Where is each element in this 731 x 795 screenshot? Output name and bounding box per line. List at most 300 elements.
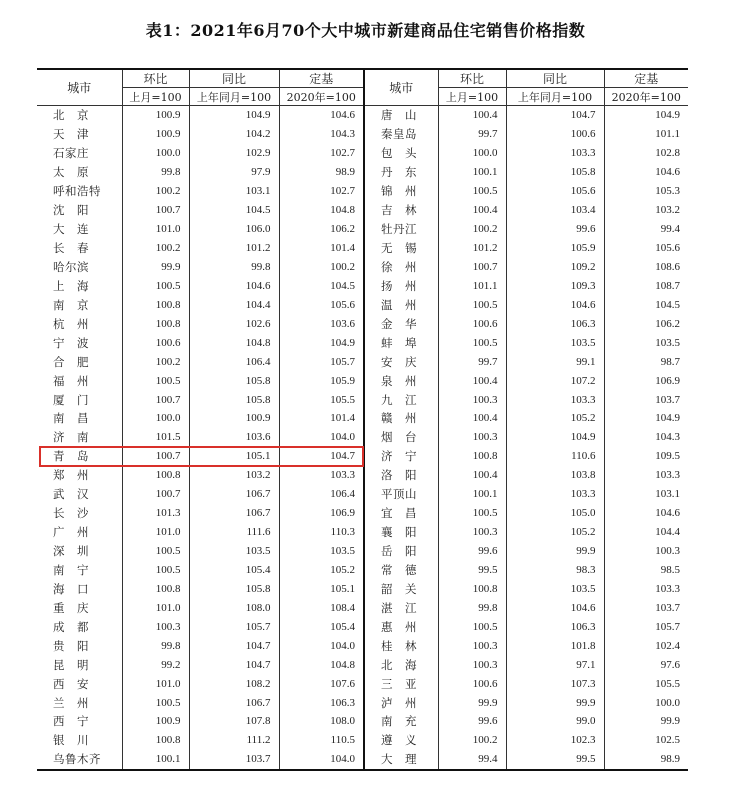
table-row: [37, 371, 688, 390]
table-row: [37, 693, 688, 712]
left-mom-value: 100.7: [122, 447, 189, 466]
right-yoy-value: 105.9: [506, 239, 604, 258]
right-mom-value: 100.3: [438, 655, 506, 674]
right-fixed-value: 103.5: [604, 333, 688, 352]
header-mom-right: 环比: [438, 69, 506, 88]
left-yoy-value: 104.7: [189, 636, 279, 655]
left-fixed-value: 104.7: [279, 447, 364, 466]
right-fixed-value: 99.9: [604, 712, 688, 731]
left-fixed-value: 106.2: [279, 220, 364, 239]
right-fixed-value: 99.4: [604, 220, 688, 239]
right-city-name: 无 锡: [364, 239, 438, 258]
left-fixed-value: 104.0: [279, 636, 364, 655]
left-city-name: 长 春: [37, 239, 122, 258]
right-fixed-value: 101.1: [604, 125, 688, 144]
left-mom-value: 99.8: [122, 163, 189, 182]
left-mom-value: 101.3: [122, 504, 189, 523]
left-yoy-value: 104.6: [189, 276, 279, 295]
table-row: [37, 239, 688, 258]
left-fixed-value: 105.4: [279, 617, 364, 636]
left-city-name: 福 州: [37, 371, 122, 390]
table-row: [37, 409, 688, 428]
right-city-name: 宜 昌: [364, 504, 438, 523]
table-row: [37, 125, 688, 144]
right-fixed-value: 103.7: [604, 598, 688, 617]
left-yoy-value: 99.8: [189, 258, 279, 277]
right-city-name: 九 江: [364, 390, 438, 409]
left-yoy-value: 105.7: [189, 617, 279, 636]
right-mom-value: 100.8: [438, 579, 506, 598]
right-yoy-value: 99.9: [506, 542, 604, 561]
left-fixed-value: 106.4: [279, 485, 364, 504]
left-mom-value: 100.9: [122, 125, 189, 144]
right-city-name: 泸 州: [364, 693, 438, 712]
right-fixed-value: 100.3: [604, 542, 688, 561]
right-city-name: 牡丹江: [364, 220, 438, 239]
header-row-bases: [37, 88, 688, 106]
right-yoy-value: 99.6: [506, 220, 604, 239]
right-fixed-value: 104.9: [604, 409, 688, 428]
right-yoy-value: 106.3: [506, 617, 604, 636]
left-city-name: 深 圳: [37, 542, 122, 561]
right-mom-value: 100.4: [438, 371, 506, 390]
left-city-name: 宁 波: [37, 333, 122, 352]
left-yoy-value: 105.8: [189, 390, 279, 409]
right-fixed-value: 108.6: [604, 258, 688, 277]
left-yoy-value: 106.7: [189, 693, 279, 712]
left-city-name: 昆 明: [37, 655, 122, 674]
left-fixed-value: 104.9: [279, 333, 364, 352]
right-city-name: 襄 阳: [364, 523, 438, 542]
right-fixed-value: 105.3: [604, 182, 688, 201]
header-fixed-base-left: 2020年=100: [279, 88, 364, 106]
right-city-name: 锦 州: [364, 182, 438, 201]
left-city-name: 杭 州: [37, 314, 122, 333]
left-mom-value: 101.0: [122, 523, 189, 542]
table-row: [37, 333, 688, 352]
left-fixed-value: 104.6: [279, 106, 364, 125]
left-mom-value: 100.5: [122, 276, 189, 295]
left-yoy-value: 100.9: [189, 409, 279, 428]
right-yoy-value: 103.3: [506, 485, 604, 504]
table-title: 表1：2021年6月70个大中城市新建商品住宅销售价格指数: [145, 21, 586, 40]
table-row: [37, 201, 688, 220]
right-yoy-value: 103.3: [506, 144, 604, 163]
right-city-name: 三 亚: [364, 674, 438, 693]
table-row: [37, 258, 688, 277]
right-fixed-value: 103.3: [604, 579, 688, 598]
right-fixed-value: 106.9: [604, 371, 688, 390]
right-yoy-value: 103.5: [506, 579, 604, 598]
left-yoy-value: 111.6: [189, 523, 279, 542]
left-yoy-value: 103.2: [189, 466, 279, 485]
table-row: [37, 598, 688, 617]
right-yoy-value: 105.0: [506, 504, 604, 523]
left-yoy-value: 104.5: [189, 201, 279, 220]
left-yoy-value: 104.4: [189, 295, 279, 314]
right-mom-value: 101.1: [438, 276, 506, 295]
right-city-name: 温 州: [364, 295, 438, 314]
right-city-name: 平顶山: [364, 485, 438, 504]
left-mom-value: 100.7: [122, 390, 189, 409]
left-mom-value: 100.8: [122, 731, 189, 750]
left-city-name: 银 川: [37, 731, 122, 750]
right-city-name: 扬 州: [364, 276, 438, 295]
right-mom-value: 100.8: [438, 447, 506, 466]
left-fixed-value: 106.9: [279, 504, 364, 523]
right-mom-value: 101.2: [438, 239, 506, 258]
right-mom-value: 100.0: [438, 144, 506, 163]
right-city-name: 济 宁: [364, 447, 438, 466]
left-mom-value: 100.8: [122, 295, 189, 314]
left-yoy-value: 104.7: [189, 655, 279, 674]
right-city-name: 唐 山: [364, 106, 438, 125]
right-fixed-value: 103.3: [604, 466, 688, 485]
right-city-name: 吉 林: [364, 201, 438, 220]
right-fixed-value: 104.9: [604, 106, 688, 125]
table-row: [37, 542, 688, 561]
left-yoy-value: 103.5: [189, 542, 279, 561]
left-yoy-value: 104.2: [189, 125, 279, 144]
right-fixed-value: 104.6: [604, 163, 688, 182]
right-fixed-value: 102.8: [604, 144, 688, 163]
left-yoy-value: 106.4: [189, 352, 279, 371]
header-yoy-right: 同比: [506, 69, 604, 88]
header-city-right: 城市: [364, 69, 438, 106]
left-mom-value: 100.2: [122, 239, 189, 258]
table-row: [37, 561, 688, 580]
left-mom-value: 100.5: [122, 371, 189, 390]
right-mom-value: 99.9: [438, 693, 506, 712]
right-fixed-value: 103.7: [604, 390, 688, 409]
left-yoy-value: 105.4: [189, 561, 279, 580]
left-mom-value: 101.0: [122, 598, 189, 617]
table-row: [37, 674, 688, 693]
right-yoy-value: 104.6: [506, 295, 604, 314]
left-city-name: 哈尔滨: [37, 258, 122, 277]
right-mom-value: 100.4: [438, 466, 506, 485]
header-yoy-base-left: 上年同月=100: [189, 88, 279, 106]
left-city-name: 济 南: [37, 428, 122, 447]
right-city-name: 常 德: [364, 561, 438, 580]
left-fixed-value: 105.7: [279, 352, 364, 371]
left-mom-value: 100.7: [122, 201, 189, 220]
right-fixed-value: 98.5: [604, 561, 688, 580]
left-city-name: 武 汉: [37, 485, 122, 504]
right-fixed-value: 102.4: [604, 636, 688, 655]
table-row: [37, 276, 688, 295]
right-mom-value: 100.5: [438, 295, 506, 314]
left-yoy-value: 108.0: [189, 598, 279, 617]
right-fixed-value: 103.1: [604, 485, 688, 504]
right-yoy-value: 97.1: [506, 655, 604, 674]
left-city-name: 郑 州: [37, 466, 122, 485]
table-row: [37, 712, 688, 731]
right-mom-value: 100.5: [438, 182, 506, 201]
header-mom-base-left: 上月=100: [122, 88, 189, 106]
right-fixed-value: 104.3: [604, 428, 688, 447]
right-yoy-value: 103.8: [506, 466, 604, 485]
header-fixed-left: 定基: [279, 69, 364, 88]
right-yoy-value: 105.2: [506, 409, 604, 428]
right-mom-value: 100.3: [438, 428, 506, 447]
right-city-name: 洛 阳: [364, 466, 438, 485]
left-mom-value: 100.8: [122, 466, 189, 485]
left-mom-value: 101.5: [122, 428, 189, 447]
table-row: [37, 466, 688, 485]
left-city-name: 上 海: [37, 276, 122, 295]
table-row: [37, 504, 688, 523]
table-body: [37, 106, 688, 770]
right-city-name: 丹 东: [364, 163, 438, 182]
right-mom-value: 100.4: [438, 409, 506, 428]
right-yoy-value: 104.6: [506, 598, 604, 617]
right-mom-value: 100.6: [438, 674, 506, 693]
left-yoy-value: 103.7: [189, 750, 279, 770]
right-city-name: 岳 阳: [364, 542, 438, 561]
left-fixed-value: 105.2: [279, 561, 364, 580]
right-yoy-value: 110.6: [506, 447, 604, 466]
table-row: [37, 579, 688, 598]
left-city-name: 西 宁: [37, 712, 122, 731]
left-fixed-value: 100.2: [279, 258, 364, 277]
right-yoy-value: 109.3: [506, 276, 604, 295]
left-fixed-value: 101.4: [279, 239, 364, 258]
right-yoy-value: 99.0: [506, 712, 604, 731]
right-mom-value: 99.6: [438, 542, 506, 561]
right-city-name: 大 理: [364, 750, 438, 770]
right-yoy-value: 102.3: [506, 731, 604, 750]
left-city-name: 合 肥: [37, 352, 122, 371]
left-fixed-value: 106.3: [279, 693, 364, 712]
right-mom-value: 100.6: [438, 314, 506, 333]
right-fixed-value: 105.7: [604, 617, 688, 636]
left-yoy-value: 111.2: [189, 731, 279, 750]
table-row: [37, 390, 688, 409]
right-fixed-value: 98.9: [604, 750, 688, 770]
right-fixed-value: 100.0: [604, 693, 688, 712]
right-mom-value: 100.2: [438, 731, 506, 750]
left-yoy-value: 108.2: [189, 674, 279, 693]
left-city-name: 太 原: [37, 163, 122, 182]
left-yoy-value: 102.9: [189, 144, 279, 163]
left-fixed-value: 108.0: [279, 712, 364, 731]
right-yoy-value: 99.9: [506, 693, 604, 712]
left-yoy-value: 105.1: [189, 447, 279, 466]
right-city-name: 包 头: [364, 144, 438, 163]
left-mom-value: 100.7: [122, 485, 189, 504]
left-city-name: 广 州: [37, 523, 122, 542]
table-row: [37, 447, 688, 466]
left-yoy-value: 104.9: [189, 106, 279, 125]
right-fixed-value: 104.5: [604, 295, 688, 314]
left-mom-value: 100.5: [122, 693, 189, 712]
right-fixed-value: 102.5: [604, 731, 688, 750]
right-mom-value: 99.6: [438, 712, 506, 731]
left-mom-value: 100.8: [122, 579, 189, 598]
left-city-name: 呼和浩特: [37, 182, 122, 201]
left-fixed-value: 110.3: [279, 523, 364, 542]
right-mom-value: 100.3: [438, 636, 506, 655]
left-city-name: 兰 州: [37, 693, 122, 712]
table-row: [37, 163, 688, 182]
table-row: [37, 352, 688, 371]
right-yoy-value: 107.2: [506, 371, 604, 390]
table-row: [37, 485, 688, 504]
left-mom-value: 101.0: [122, 220, 189, 239]
right-mom-value: 100.1: [438, 163, 506, 182]
right-mom-value: 100.5: [438, 333, 506, 352]
right-fixed-value: 97.6: [604, 655, 688, 674]
left-city-name: 石家庄: [37, 144, 122, 163]
table-row: [37, 617, 688, 636]
right-city-name: 遵 义: [364, 731, 438, 750]
left-city-name: 乌鲁木齐: [37, 750, 122, 770]
left-fixed-value: 104.5: [279, 276, 364, 295]
left-yoy-value: 102.6: [189, 314, 279, 333]
left-city-name: 天 津: [37, 125, 122, 144]
right-city-name: 秦皇岛: [364, 125, 438, 144]
right-city-name: 徐 州: [364, 258, 438, 277]
right-yoy-value: 104.7: [506, 106, 604, 125]
right-city-name: 安 庆: [364, 352, 438, 371]
table-row: [37, 182, 688, 201]
left-mom-value: 100.9: [122, 106, 189, 125]
left-mom-value: 100.0: [122, 144, 189, 163]
right-fixed-value: 105.5: [604, 674, 688, 693]
header-mom-base-right: 上月=100: [438, 88, 506, 106]
right-mom-value: 99.8: [438, 598, 506, 617]
left-fixed-value: 104.8: [279, 201, 364, 220]
right-fixed-value: 109.5: [604, 447, 688, 466]
right-mom-value: 100.5: [438, 617, 506, 636]
table-row: [37, 295, 688, 314]
right-yoy-value: 104.9: [506, 428, 604, 447]
table-row: [37, 106, 688, 125]
right-mom-value: 100.1: [438, 485, 506, 504]
left-city-name: 沈 阳: [37, 201, 122, 220]
right-yoy-value: 109.2: [506, 258, 604, 277]
left-yoy-value: 101.2: [189, 239, 279, 258]
left-yoy-value: 103.6: [189, 428, 279, 447]
left-mom-value: 100.2: [122, 352, 189, 371]
left-fixed-value: 105.1: [279, 579, 364, 598]
right-mom-value: 99.5: [438, 561, 506, 580]
table-row: [37, 314, 688, 333]
left-yoy-value: 105.8: [189, 371, 279, 390]
right-mom-value: 100.7: [438, 258, 506, 277]
left-city-name: 重 庆: [37, 598, 122, 617]
table-row: [37, 636, 688, 655]
right-city-name: 烟 台: [364, 428, 438, 447]
left-city-name: 南 宁: [37, 561, 122, 580]
left-yoy-value: 106.7: [189, 504, 279, 523]
header-city-left: 城市: [37, 69, 122, 106]
right-city-name: 北 海: [364, 655, 438, 674]
table-row: [37, 655, 688, 674]
left-mom-value: 101.0: [122, 674, 189, 693]
table-row: [37, 731, 688, 750]
right-yoy-value: 99.1: [506, 352, 604, 371]
left-fixed-value: 104.0: [279, 750, 364, 770]
right-yoy-value: 105.6: [506, 182, 604, 201]
left-fixed-value: 104.3: [279, 125, 364, 144]
left-city-name: 青 岛: [37, 447, 122, 466]
right-yoy-value: 98.3: [506, 561, 604, 580]
right-mom-value: 100.3: [438, 390, 506, 409]
left-mom-value: 100.6: [122, 333, 189, 352]
left-fixed-value: 103.6: [279, 314, 364, 333]
left-fixed-value: 101.4: [279, 409, 364, 428]
left-mom-value: 100.3: [122, 617, 189, 636]
right-fixed-value: 106.2: [604, 314, 688, 333]
right-mom-value: 100.4: [438, 106, 506, 125]
price-index-table: [37, 68, 688, 771]
table-row: [37, 428, 688, 447]
left-fixed-value: 103.5: [279, 542, 364, 561]
right-fixed-value: 104.4: [604, 523, 688, 542]
left-yoy-value: 103.1: [189, 182, 279, 201]
table-row: [37, 144, 688, 163]
right-city-name: 韶 关: [364, 579, 438, 598]
right-yoy-value: 100.6: [506, 125, 604, 144]
right-yoy-value: 105.8: [506, 163, 604, 182]
left-mom-value: 99.8: [122, 636, 189, 655]
left-yoy-value: 97.9: [189, 163, 279, 182]
left-yoy-value: 107.8: [189, 712, 279, 731]
right-fixed-value: 103.2: [604, 201, 688, 220]
header-row-labels: [37, 69, 688, 88]
left-city-name: 贵 阳: [37, 636, 122, 655]
left-fixed-value: 104.8: [279, 655, 364, 674]
right-mom-value: 100.2: [438, 220, 506, 239]
right-mom-value: 100.5: [438, 504, 506, 523]
right-city-name: 桂 林: [364, 636, 438, 655]
left-yoy-value: 105.8: [189, 579, 279, 598]
right-city-name: 蚌 埠: [364, 333, 438, 352]
right-fixed-value: 105.6: [604, 239, 688, 258]
right-fixed-value: 98.7: [604, 352, 688, 371]
right-mom-value: 99.7: [438, 352, 506, 371]
left-fixed-value: 105.9: [279, 371, 364, 390]
header-mom-left: 环比: [122, 69, 189, 88]
left-fixed-value: 102.7: [279, 182, 364, 201]
table-row: [37, 750, 688, 770]
right-yoy-value: 103.3: [506, 390, 604, 409]
left-fixed-value: 104.0: [279, 428, 364, 447]
right-mom-value: 100.4: [438, 201, 506, 220]
left-city-name: 成 都: [37, 617, 122, 636]
right-city-name: 赣 州: [364, 409, 438, 428]
left-city-name: 大 连: [37, 220, 122, 239]
left-mom-value: 100.5: [122, 542, 189, 561]
left-mom-value: 100.5: [122, 561, 189, 580]
left-city-name: 南 昌: [37, 409, 122, 428]
left-fixed-value: 105.6: [279, 295, 364, 314]
right-city-name: 南 充: [364, 712, 438, 731]
left-mom-value: 100.0: [122, 409, 189, 428]
left-fixed-value: 107.6: [279, 674, 364, 693]
right-yoy-value: 105.2: [506, 523, 604, 542]
left-mom-value: 99.2: [122, 655, 189, 674]
left-fixed-value: 110.5: [279, 731, 364, 750]
right-yoy-value: 103.4: [506, 201, 604, 220]
right-city-name: 湛 江: [364, 598, 438, 617]
left-city-name: 海 口: [37, 579, 122, 598]
right-mom-value: 99.7: [438, 125, 506, 144]
left-fixed-value: 103.3: [279, 466, 364, 485]
right-yoy-value: 101.8: [506, 636, 604, 655]
